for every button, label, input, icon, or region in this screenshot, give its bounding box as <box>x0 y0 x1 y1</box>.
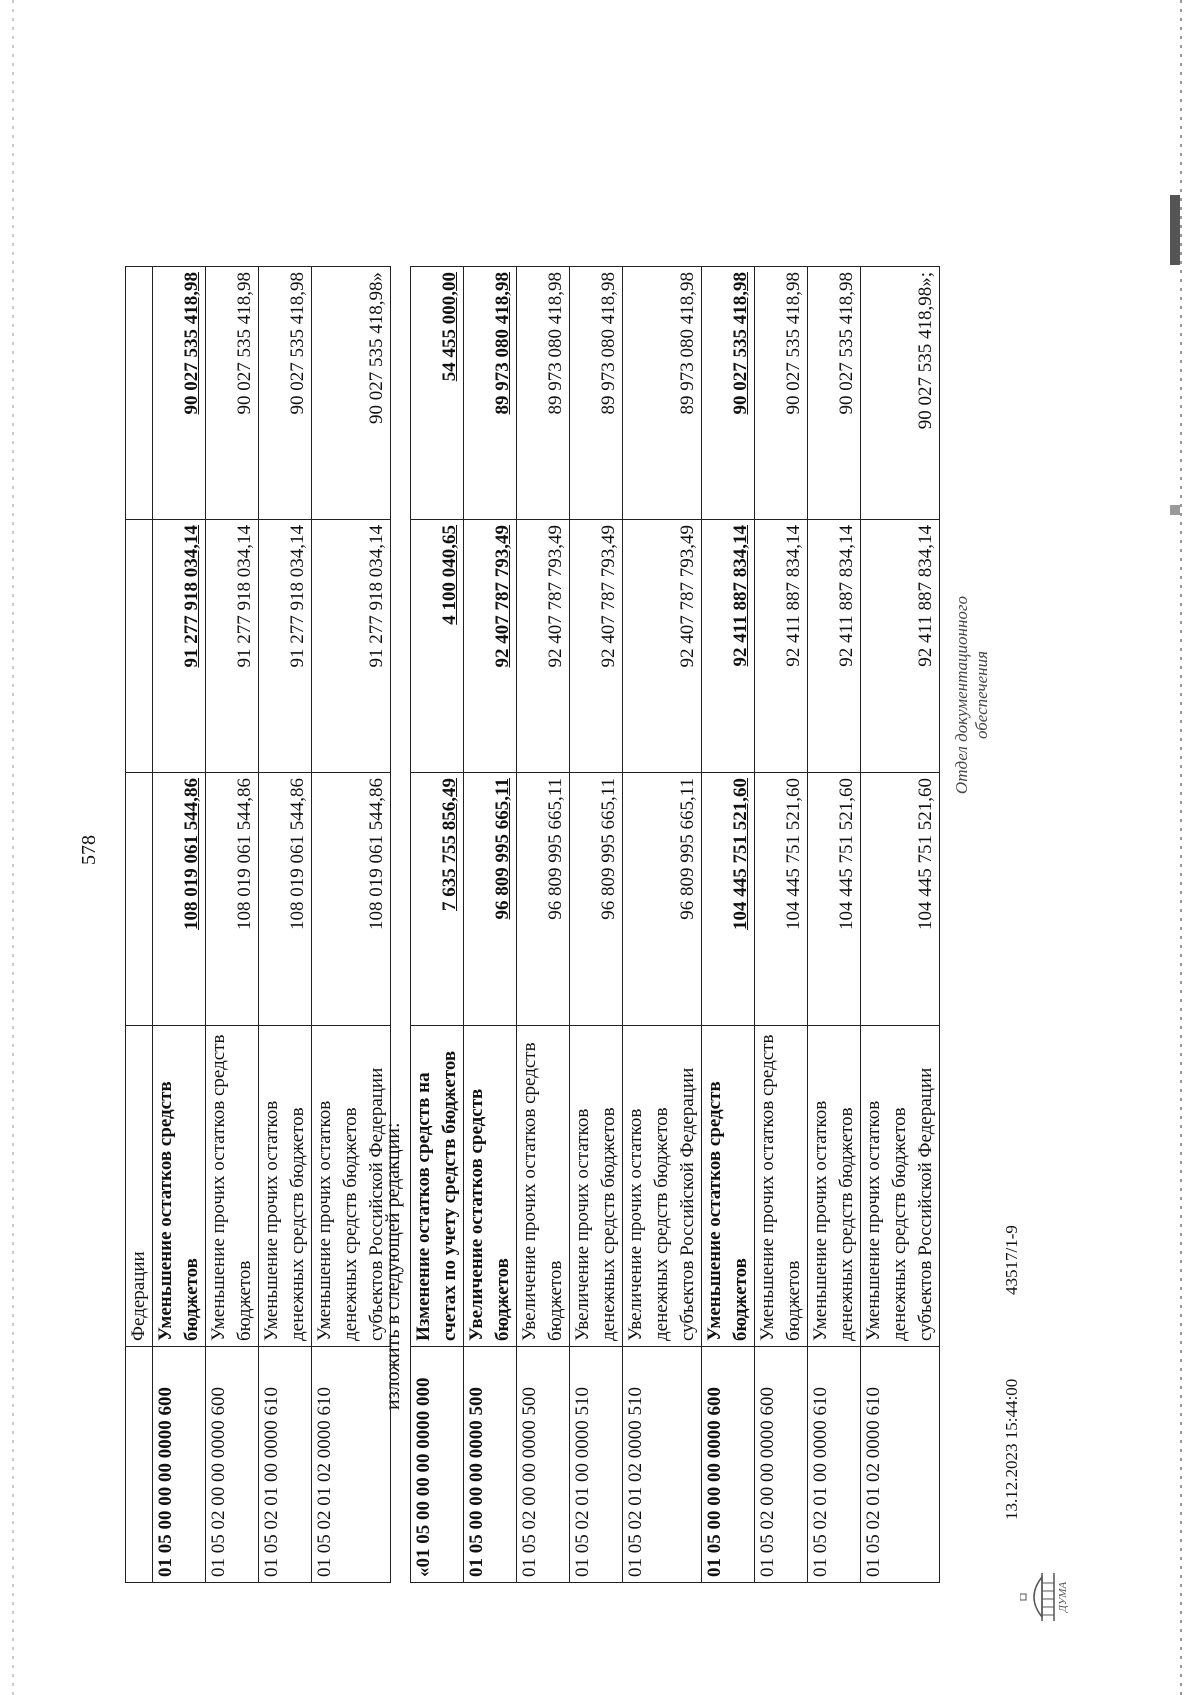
row-value-cell <box>126 267 153 520</box>
row-code-cell: 01 05 02 01 00 0000 510 <box>570 1347 623 1583</box>
row-name-cell: Уменьшение прочих остатков денежных средств бюджетов субъектов Российской Федерации <box>312 1026 391 1347</box>
row-code-cell: 01 05 00 00 00 0000 500 <box>464 1347 517 1583</box>
row-code-cell: 01 05 02 00 00 0000 500 <box>517 1347 570 1583</box>
row-code-cell: 01 05 02 01 02 0000 510 <box>623 1347 702 1583</box>
row-name-cell: Увеличение прочих остатков денежных средств бюджетов субъектов Российской Федерации <box>623 1026 702 1347</box>
row-name-cell: Уменьшение прочих остатков средств бюджетов <box>755 1026 808 1347</box>
row-value-cell: 54 455 000,00 <box>411 267 464 520</box>
budget-table-original <box>125 266 391 1583</box>
row-value-cell: 92 407 787 793,49 <box>623 520 702 773</box>
row-value-cell: 104 445 751 521,60 <box>808 773 861 1026</box>
row-value-cell: 90 027 535 418,98 <box>755 267 808 520</box>
row-value-cell: 104 445 751 521,60 <box>755 773 808 1026</box>
table-row <box>623 267 702 1583</box>
table-row <box>126 267 153 1583</box>
row-value-cell: 89 973 080 418,98 <box>464 267 517 520</box>
row-value-cell: 91 277 918 034,14 <box>259 520 312 773</box>
row-value-cell: 4 100 040,65 <box>411 520 464 773</box>
row-value-cell: 90 027 535 418,98 <box>206 267 259 520</box>
row-value-cell <box>126 520 153 773</box>
row-code-cell: 01 05 02 01 02 0000 610 <box>861 1347 940 1583</box>
table-row <box>702 267 755 1583</box>
footer-doc-number: 43517/1-9 <box>1002 1225 1021 1295</box>
row-value-cell: 96 809 995 665,11 <box>623 773 702 1026</box>
row-code-cell: «01 05 00 00 00 0000 000 <box>411 1347 464 1583</box>
scan-edge-mark <box>1170 505 1180 515</box>
row-value-cell: 92 411 887 834,14 <box>702 520 755 773</box>
table-row <box>808 267 861 1583</box>
row-value-cell: 91 277 918 034,14 <box>206 520 259 773</box>
row-value-cell: 96 809 995 665,11 <box>464 773 517 1026</box>
row-value-cell: 104 445 751 521,60 <box>861 773 940 1026</box>
row-name-cell: Увеличение прочих остатков средств бюджетов <box>517 1026 570 1347</box>
stamp-line-1: Отдел документационного <box>952 595 971 795</box>
row-name-cell: Уменьшение прочих остатков денежных средств бюджетов <box>808 1026 861 1347</box>
row-value-cell: 90 027 535 418,98» <box>312 267 391 520</box>
row-name-cell: Уменьшение прочих остатков денежных средств бюджетов субъектов Российской Федерации <box>861 1026 940 1347</box>
table-row <box>570 267 623 1583</box>
row-value-cell: 92 411 887 834,14 <box>808 520 861 773</box>
row-code-cell: 01 05 00 00 00 0000 600 <box>153 1347 206 1583</box>
row-name-cell: Уменьшение остатков средств бюджетов <box>153 1026 206 1347</box>
row-value-cell: 90 027 535 418,98 <box>259 267 312 520</box>
budget-table-new-edition <box>410 266 940 1583</box>
row-value-cell: 92 411 887 834,14 <box>755 520 808 773</box>
row-code-cell: 01 05 02 00 00 0000 600 <box>755 1347 808 1583</box>
row-value-cell: 90 027 535 418,98»; <box>861 267 940 520</box>
row-value-cell: 108 019 061 544,86 <box>153 773 206 1026</box>
row-code-cell: 01 05 00 00 00 0000 600 <box>702 1347 755 1583</box>
row-value-cell <box>126 773 153 1026</box>
row-value-cell: 92 407 787 793,49 <box>517 520 570 773</box>
row-code-cell: 01 05 02 01 02 0000 610 <box>312 1347 391 1583</box>
table-row <box>755 267 808 1583</box>
table-row <box>861 267 940 1583</box>
row-name-cell: Уменьшение прочих остатков денежных средств бюджетов <box>259 1026 312 1347</box>
table-row <box>206 267 259 1583</box>
row-name-cell: Изменение остатков средств на счетах по учету средств бюджетов <box>411 1026 464 1347</box>
row-name-cell: Уменьшение остатков средств бюджетов <box>702 1026 755 1347</box>
row-name-cell: Уменьшение прочих остатков средств бюджетов <box>206 1026 259 1347</box>
table-row <box>312 267 391 1583</box>
row-value-cell: 91 277 918 034,14 <box>153 520 206 773</box>
scan-artifact-line <box>1180 0 1182 1695</box>
scan-edge-mark <box>1170 195 1180 265</box>
table-row <box>517 267 570 1583</box>
row-value-cell: 90 027 535 418,98 <box>808 267 861 520</box>
row-name-cell: Федерации <box>126 1026 153 1347</box>
row-value-cell: 7 635 755 856,49 <box>411 773 464 1026</box>
row-code-cell: 01 05 02 00 00 0000 600 <box>206 1347 259 1583</box>
row-name-cell: Увеличение остатков средств бюджетов <box>464 1026 517 1347</box>
table-row <box>464 267 517 1583</box>
row-code-cell <box>126 1347 153 1583</box>
row-value-cell: 90 027 535 418,98 <box>153 267 206 520</box>
table-row <box>411 267 464 1583</box>
row-value-cell: 89 973 080 418,98 <box>623 267 702 520</box>
row-value-cell: 91 277 918 034,14 <box>312 520 391 773</box>
row-name-cell: Увеличение прочих остатков денежных средств бюджетов <box>570 1026 623 1347</box>
scan-artifact-line <box>12 0 14 1695</box>
row-code-cell: 01 05 02 01 00 0000 610 <box>259 1347 312 1583</box>
row-value-cell: 96 809 995 665,11 <box>517 773 570 1026</box>
stamp-line-2: обеспечения <box>972 651 991 740</box>
row-value-cell: 92 407 787 793,49 <box>464 520 517 773</box>
duma-logo-icon <box>1020 1567 1073 1627</box>
amendment-note: изложить в следующей редакции: <box>382 1122 404 1410</box>
table-row <box>153 267 206 1583</box>
row-value-cell: 104 445 751 521,60 <box>702 773 755 1026</box>
row-code-cell: 01 05 02 01 00 0000 610 <box>808 1347 861 1583</box>
row-value-cell: 89 973 080 418,98 <box>517 267 570 520</box>
row-value-cell: 96 809 995 665,11 <box>570 773 623 1026</box>
row-value-cell: 89 973 080 418,98 <box>570 267 623 520</box>
logo-text: ДУМА <box>1057 1581 1068 1613</box>
row-value-cell: 92 411 887 834,14 <box>861 520 940 773</box>
department-stamp <box>952 595 992 795</box>
row-value-cell: 90 027 535 418,98 <box>702 267 755 520</box>
row-value-cell: 92 407 787 793,49 <box>570 520 623 773</box>
row-value-cell: 108 019 061 544,86 <box>206 773 259 1026</box>
row-value-cell: 108 019 061 544,86 <box>259 773 312 1026</box>
footer-datetime: 13.12.2023 15:44:00 <box>1002 1378 1021 1520</box>
row-value-cell: 108 019 061 544,86 <box>312 773 391 1026</box>
page-number: 578 <box>78 835 100 865</box>
table-row <box>259 267 312 1583</box>
